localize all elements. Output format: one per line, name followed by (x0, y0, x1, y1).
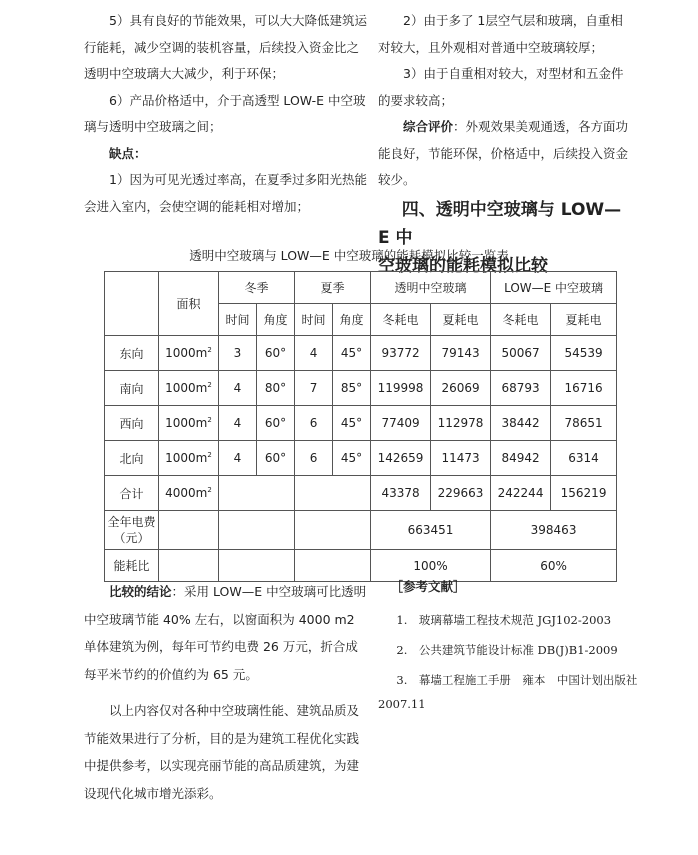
header-empty-cell (105, 272, 159, 336)
cell-total-area: $4000m^2$ (159, 476, 219, 511)
section-title (378, 196, 630, 280)
cell-summer-time: 7 (295, 371, 333, 406)
cell-winter-angle: 60° (257, 441, 295, 476)
cell-area: $1000m^2$ (159, 371, 219, 406)
cell-summer-time: 6 (295, 441, 333, 476)
table-row-annual-cost (105, 511, 617, 550)
cell-clear-winter: 142659 (371, 441, 431, 476)
reference-item-1: 1. 玻璃幕墙工程技术规范 JGJ102-2003 (396, 613, 612, 627)
cell-lowe-summer: 16716 (551, 371, 617, 406)
cell-direction: 东向 (105, 336, 159, 371)
section-title-line-2: 空玻璃的能耗模拟比较 (378, 255, 548, 276)
header-lowe-winter-power: 冬耗电 (491, 304, 551, 336)
references-section (378, 575, 638, 713)
cell-clear-winter: 93772 (371, 336, 431, 371)
cell-area: $1000m^2$ (159, 441, 219, 476)
cell-summer-angle: 45° (333, 406, 371, 441)
table-row-south (105, 371, 617, 406)
cell-annual-clear: 663451 (371, 511, 491, 550)
header-winter: 冬季 (219, 272, 295, 304)
cell-empty (295, 550, 371, 582)
header-clear-winter-power: 冬耗电 (371, 304, 431, 336)
cell-total-lowe-summer: 156219 (551, 476, 617, 511)
cell-empty (295, 476, 371, 511)
cell-winter-time: 4 (219, 371, 257, 406)
cell-empty (159, 511, 219, 550)
reference-item-2: 2. 公共建筑节能设计标准 DB(J)B1-2009 (396, 643, 618, 657)
cell-empty (219, 476, 295, 511)
disadvantages-heading: 缺点： (109, 145, 147, 161)
cell-direction: 南向 (105, 371, 159, 406)
section-title-line-1: 四、透明中空玻璃与 LOW—E 中 (378, 199, 622, 248)
paragraph-disadvantage-3: 3）由于自重相对较大，对型材和五金件的要求较高； (378, 66, 624, 108)
cell-direction: 北向 (105, 441, 159, 476)
cell-winter-time: 4 (219, 406, 257, 441)
cell-summer-angle: 45° (333, 336, 371, 371)
conclusion-label: 比较的结论 (109, 584, 172, 599)
right-column-top (378, 8, 630, 280)
table-row-north (105, 441, 617, 476)
reference-item-3: 3. 幕墙工程施工手册 雍本 中国计划出版社 (396, 673, 638, 687)
table-caption: 透明中空玻璃与 LOW—E 中空玻璃的能耗模拟比较一览表 (189, 248, 509, 263)
header-lowe-glass: LOW—E 中空玻璃 (491, 272, 617, 304)
header-clear-summer-power: 夏耗电 (431, 304, 491, 336)
cell-lowe-winter: 50067 (491, 336, 551, 371)
cell-lowe-summer: 6314 (551, 441, 617, 476)
cell-clear-summer: 79143 (431, 336, 491, 371)
header-lowe-summer-power: 夏耗电 (551, 304, 617, 336)
cell-lowe-summer: 54539 (551, 336, 617, 371)
paragraph-advantage-5: 5）具有良好的节能效果，可以大大降低建筑运行能耗，减少空调的装机容量，后续投入资金比之透明中空玻璃大大减少，利于环保； (84, 13, 367, 81)
reference-item-3-continued: 2007.11 (378, 697, 426, 711)
cell-winter-time: 3 (219, 336, 257, 371)
evaluation-label: 综合评价 (403, 119, 454, 134)
cell-winter-angle: 60° (257, 406, 295, 441)
cell-winter-angle: 60° (257, 336, 295, 371)
conclusion-text: ：采用 LOW—E 中空玻璃可比透明中空玻璃节能 40% 左右，以窗面积为 4000 m2 单体建筑为例，每年可节约电费 26 万元，折合成每平米节约的价值约为 65 元。 (84, 584, 367, 682)
cell-total-clear-summer: 229663 (431, 476, 491, 511)
cell-lowe-summer: 78651 (551, 406, 617, 441)
cell-clear-winter: 119998 (371, 371, 431, 406)
cell-clear-summer: 26069 (431, 371, 491, 406)
cell-ratio-lowe: 60% (491, 550, 617, 582)
cell-winter-angle: 80° (257, 371, 295, 406)
header-summer-time: 时间 (295, 304, 333, 336)
cell-total-clear-winter: 43378 (371, 476, 431, 511)
header-winter-angle: 角度 (257, 304, 295, 336)
cell-empty (159, 550, 219, 582)
cell-clear-summer: 112978 (431, 406, 491, 441)
header-summer-angle: 角度 (333, 304, 371, 336)
energy-comparison-table (104, 271, 617, 582)
cell-total-label: 合计 (105, 476, 159, 511)
cell-empty (219, 550, 295, 582)
table-row-total (105, 476, 617, 511)
header-winter-time: 时间 (219, 304, 257, 336)
cell-summer-time: 4 (295, 336, 333, 371)
table-header-row-1 (105, 272, 617, 304)
paragraph-overall-evaluation (378, 114, 630, 194)
cell-ratio-label: 能耗比 (105, 550, 159, 582)
references-title: ［参考文献］ (390, 579, 466, 594)
cell-clear-summer: 11473 (431, 441, 491, 476)
paragraph-disadvantage-1: 1）因为可见光透过率高，在夏季过多阳光热能会进入室内，会使空调的能耗相对增加； (84, 172, 367, 214)
cell-clear-winter: 77409 (371, 406, 431, 441)
cell-winter-time: 4 (219, 441, 257, 476)
table-row-east (105, 336, 617, 371)
summary-paragraph: 以上内容仅对各种中空玻璃性能、建筑品质及节能效果进行了分析，目的是为建筑工程优化实践中提供参考，以实现亮丽节能的高品质建筑，为建设现代化城市增光添彩。 (84, 703, 360, 801)
cell-annual-label: 全年电费 （元） (105, 511, 159, 550)
cell-lowe-winter: 84942 (491, 441, 551, 476)
paragraph-advantage-6: 6）产品价格适中，介于高透型 LOW-E 中空玻璃与透明中空玻璃之间； (84, 92, 366, 134)
cell-area: $1000m^2$ (159, 406, 219, 441)
paragraph-disadvantage-2: 2）由于多了 1层空气层和玻璃，自重相对较大，且外观相对普通中空玻璃较厚； (378, 13, 623, 55)
cell-total-lowe-winter: 242244 (491, 476, 551, 511)
table-row-west (105, 406, 617, 441)
cell-summer-angle: 45° (333, 441, 371, 476)
header-clear-glass: 透明中空玻璃 (371, 272, 491, 304)
cell-direction: 西向 (105, 406, 159, 441)
cell-empty (295, 511, 371, 550)
cell-ratio-clear: 100% (371, 550, 491, 582)
left-column-top (84, 8, 369, 220)
cell-empty (219, 511, 295, 550)
cell-area: $1000m^2$ (159, 336, 219, 371)
cell-summer-time: 6 (295, 406, 333, 441)
cell-lowe-winter: 38442 (491, 406, 551, 441)
header-summer: 夏季 (295, 272, 371, 304)
cell-lowe-winter: 68793 (491, 371, 551, 406)
left-column-bottom (84, 578, 369, 807)
header-area: 面积 (159, 272, 219, 336)
evaluation-text: ：外观效果美观通透，各方面功能良好，节能环保，价格适中，后续投入资金较少。 (378, 119, 629, 187)
conclusion-paragraph (84, 578, 369, 688)
cell-summer-angle: 85° (333, 371, 371, 406)
cell-annual-lowe: 398463 (491, 511, 617, 550)
